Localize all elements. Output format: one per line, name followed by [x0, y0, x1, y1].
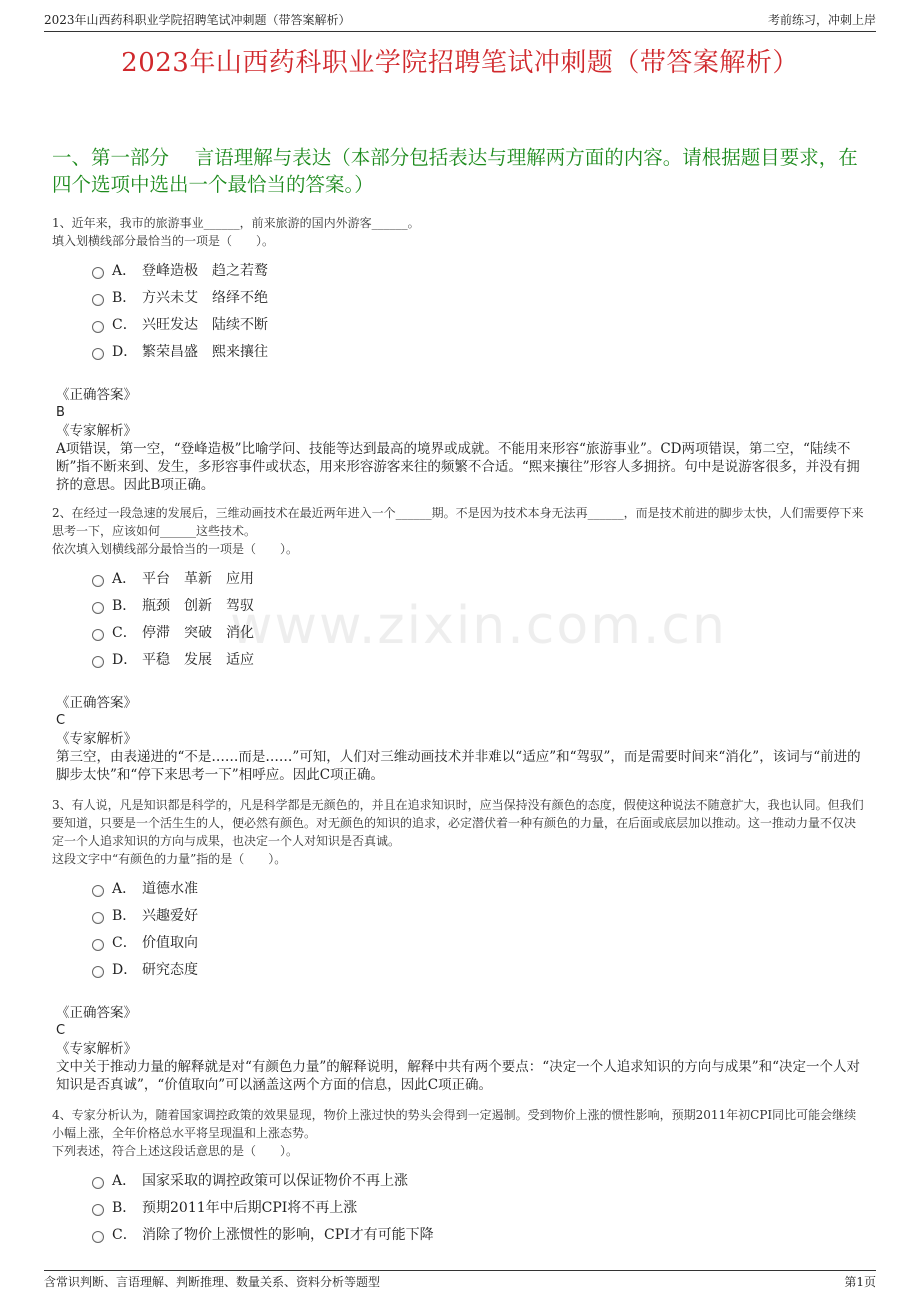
radio-icon[interactable] — [92, 629, 104, 641]
answer-value: B — [56, 405, 65, 420]
answer-label: 《正确答案》 — [56, 1005, 137, 1021]
question-1 — [52, 214, 864, 494]
analysis-label: 《专家解析》 — [56, 1041, 137, 1057]
question-stem: 3、有人说，凡是知识都是科学的，凡是科学都是无颜色的，并且在追求知识时，应当保持没有颜色的态度，假使这种说法不随意扩大，我也认同。但我们要知道，只要是一个活生生的人，便必然有颜色。对无颜色的知识的追求，必定潜伏着一种有颜色的力量，在后面或底层加以推动。这一推动力量不仅决定一个人追求知识的方向与成果，也决定一个人对知识是否真诚。 — [52, 798, 864, 848]
radio-icon[interactable] — [92, 656, 104, 668]
question-4 — [52, 1106, 864, 1247]
option-list — [52, 564, 864, 672]
option-a[interactable]: A． 登峰造极 趋之若鹜 — [52, 256, 864, 283]
answer-block — [52, 386, 864, 494]
option-b[interactable]: B． 瓶颈 创新 驾驭 — [52, 591, 864, 618]
radio-icon[interactable] — [92, 966, 104, 978]
answer-value: C — [56, 1023, 66, 1038]
option-c[interactable]: C． 消除了物价上涨惯性的影响，CPI才有可能下降 — [52, 1220, 864, 1247]
question-stem: 4、专家分析认为，随着国家调控政策的效果显现，物价上涨过快的势头会得到一定遏制。受到物价上涨的惯性影响，预期2011年初CPI同比可能会继续小幅上涨，全年价格总水平将呈现温和上涨态势。 — [52, 1108, 857, 1140]
answer-label: 《正确答案》 — [56, 387, 137, 403]
radio-icon[interactable] — [92, 321, 104, 333]
radio-icon[interactable] — [92, 575, 104, 587]
radio-icon[interactable] — [92, 912, 104, 924]
header-slogan: 考前练习，冲刺上岸 — [767, 13, 876, 27]
radio-icon[interactable] — [92, 602, 104, 614]
option-c[interactable]: C． 兴旺发达 陆续不断 — [52, 310, 864, 337]
question-3 — [52, 796, 864, 1094]
radio-icon[interactable] — [92, 348, 104, 360]
radio-icon[interactable] — [92, 267, 104, 279]
page-footer — [44, 1270, 876, 1290]
radio-icon[interactable] — [92, 294, 104, 306]
question-stem: 2、在经过一段急速的发展后，三维动画技术在最近两年进入一个______期。不是因为技术本身无法再______，而是技术前进的脚步太快，人们需要停下来思考一下，应该如何______这些技术。 — [52, 506, 864, 538]
option-a[interactable]: A． 国家采取的调控政策可以保证物价不再上涨 — [52, 1166, 864, 1193]
option-list — [52, 874, 864, 982]
question-stem: 1、近年来，我市的旅游事业______，前来旅游的国内外游客______。 — [52, 216, 420, 230]
answer-block — [52, 694, 864, 784]
question-instruction: 填入划横线部分最恰当的一项是（ ）。 — [52, 234, 275, 248]
question-instruction: 依次填入划横线部分最恰当的一项是（ ）。 — [52, 542, 299, 556]
watermark: www.zixin.com.cn — [230, 596, 727, 656]
question-2 — [52, 504, 864, 784]
option-c[interactable]: C． 停滞 突破 消化 — [52, 618, 864, 645]
radio-icon[interactable] — [92, 1231, 104, 1243]
page-number: 第1页 — [844, 1275, 876, 1289]
analysis-text: 文中关于推动力量的解释就是对“有颜色力量”的解释说明，解释中共有两个要点：“决定一个人追求知识的方向与成果”和“决定一个人对知识是否真诚”，“价值取向”可以涵盖这两个方面的信息，因此C项正确。 — [56, 1059, 861, 1093]
analysis-label: 《专家解析》 — [56, 423, 137, 439]
question-instruction: 下列表述，符合上述这段话意思的是（ ）。 — [52, 1144, 299, 1158]
option-d[interactable]: D． 研究态度 — [52, 955, 864, 982]
option-b[interactable]: B． 方兴未艾 络绎不绝 — [52, 283, 864, 310]
analysis-text: A项错误，第一空，“登峰造极”比喻学问、技能等达到最高的境界或成就。不能用来形容“旅游事业”。CD两项错误，第二空，“陆续不断”指不断来到、发生，多形容事件或状态，用来形容游客来往的频繁不合适。“熙来攘往”形容人多拥挤。句中是说游客很多，并没有拥挤的意思。因此B项正确。 — [56, 441, 860, 493]
question-instruction: 这段文字中“有颜色的力量”指的是（ ）。 — [52, 852, 287, 866]
header-doc-title: 2023年山西药科职业学院招聘笔试冲刺题（带答案解析） — [44, 13, 351, 27]
radio-icon[interactable] — [92, 939, 104, 951]
radio-icon[interactable] — [92, 885, 104, 897]
radio-icon[interactable] — [92, 1204, 104, 1216]
answer-value: C — [56, 713, 66, 728]
option-list — [52, 1166, 864, 1247]
analysis-text: 第三空，由表递进的“不是……而是……”可知，人们对三维动画技术并非难以“适应”和“驾驭”，而是需要时间来“消化”，该词与“前进的脚步太快”和“停下来思考一下”相呼应。因此C项正确。 — [56, 749, 861, 783]
analysis-label: 《专家解析》 — [56, 731, 137, 747]
footer-description: 含常识判断、言语理解、判断推理、数量关系、资料分析等题型 — [44, 1275, 381, 1289]
option-b[interactable]: B． 预期2011年中后期CPI将不再上涨 — [52, 1193, 864, 1220]
section-heading: 一、第一部分 言语理解与表达（本部分包括表达与理解两方面的内容。请根据题目要求，在四个选项中选出一个最恰当的答案。） — [52, 146, 858, 196]
option-a[interactable]: A． 道德水准 — [52, 874, 864, 901]
option-c[interactable]: C． 价值取向 — [52, 928, 864, 955]
page-header — [44, 12, 876, 32]
radio-icon[interactable] — [92, 1177, 104, 1189]
option-d[interactable]: D． 平稳 发展 适应 — [52, 645, 864, 672]
answer-label: 《正确答案》 — [56, 695, 137, 711]
option-d[interactable]: D． 繁荣昌盛 熙来攘往 — [52, 337, 864, 364]
answer-block — [52, 1004, 864, 1094]
option-list — [52, 256, 864, 364]
document-title: 2023年山西药科职业学院招聘笔试冲刺题（带答案解析） — [121, 48, 799, 78]
option-a[interactable]: A． 平台 革新 应用 — [52, 564, 864, 591]
option-b[interactable]: B． 兴趣爱好 — [52, 901, 864, 928]
